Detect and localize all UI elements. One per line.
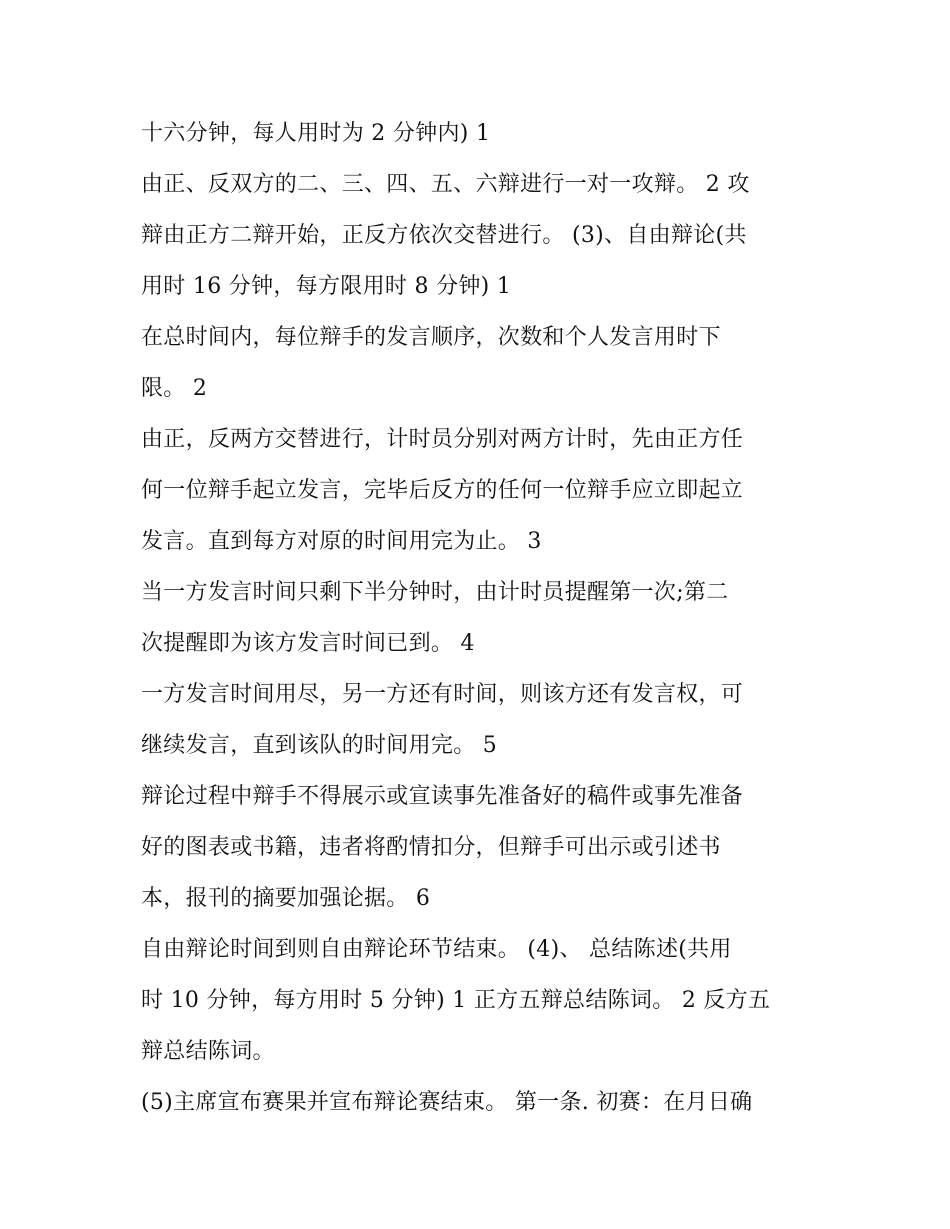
- text-line: 辩论过程中辩手不得展示或宣读事先准备好的稿件或事先准备: [141, 784, 744, 809]
- text-line: 何一位辩手起立发言，完毕后反方的任何一位辩手应立即起立: [141, 478, 744, 503]
- text-line: 次提醒即为该方发言时间已到。 4: [141, 631, 475, 656]
- text-line: (5)主席宣布赛果并宣布辩论赛结束。 第一条. 初赛：在月日确: [141, 1090, 753, 1115]
- text-line: 时 10 分钟，每方用时 5 分钟) 1 正方五辩总结陈词。 2 反方五: [141, 988, 771, 1013]
- text-line: 发言。直到每方对原的时间用完为止。 3: [141, 529, 542, 554]
- text-line: 限。 2: [141, 376, 208, 401]
- text-line: 好的图表或书籍，违者将酌情扣分，但辩手可出示或引述书: [141, 835, 721, 860]
- text-line: 当一方发言时间只剩下半分钟时，由计时员提醒第一次;第二: [141, 580, 729, 605]
- text-line: 十六分钟，每人用时为 2 分钟内) 1: [141, 121, 491, 146]
- document-body: [141, 108, 816, 1128]
- text-line: 由正，反两方交替进行，计时员分别对两方计时，先由正方任: [141, 427, 744, 452]
- text-line: 用时 16 分钟，每方限用时 8 分钟) 1: [141, 274, 512, 299]
- text-line: 自由辩论时间到则自由辩论环节结束。 (4)、 总结陈述(共用: [141, 937, 732, 962]
- text-line: 辩总结陈词。: [141, 1039, 275, 1064]
- text-line: 由正、反双方的二、三、四、五、六辩进行一对一攻辩。 2 攻: [141, 172, 750, 197]
- text-line: 本，报刊的摘要加强论据。 6: [141, 886, 431, 911]
- text-line: 一方发言时间用尽，另一方还有时间，则该方还有发言权，可: [141, 682, 744, 707]
- text-line: 继续发言，直到该队的时间用完。 5: [141, 733, 498, 758]
- text-line: 在总时间内，每位辩手的发言顺序，次数和个人发言用时下: [141, 325, 721, 350]
- text-line: 辩由正方二辩开始，正反方依次交替进行。 (3)、自由辩论(共: [141, 223, 747, 248]
